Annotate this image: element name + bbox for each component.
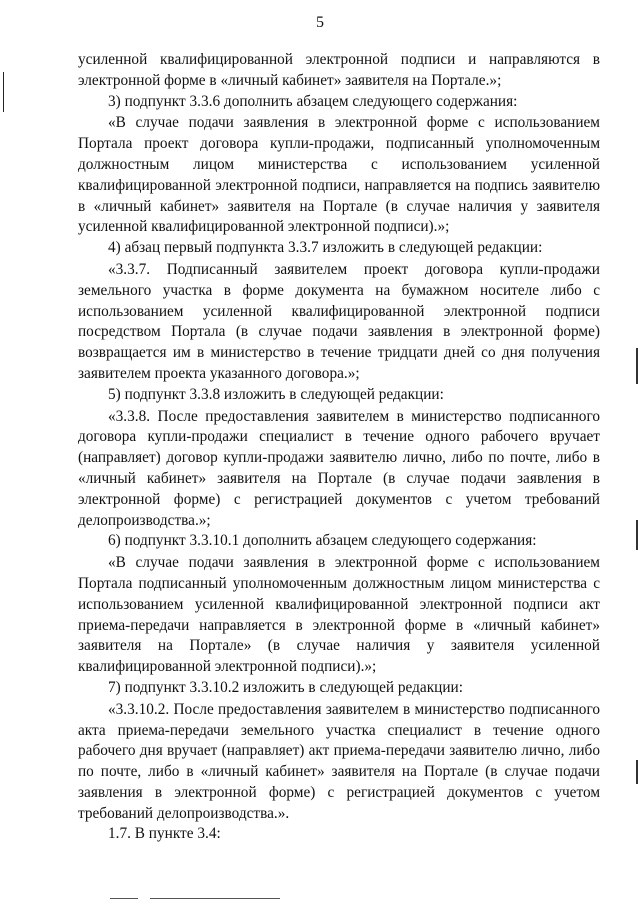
paragraph: «В случае подачи заявления в электронной форме с использованием Портала проект договора купли-продажи, подписанный уполномоченным должностным лицом министерства с использованием усиленной квалифицированной электронной подписи, направляется на подпись заявителю в «личный кабинет» заявителя на Портале (в случае наличия у заявителя усиленной квалифицированной электронной подписи).»; bbox=[78, 114, 600, 236]
paragraph: 1.7. В пункте 3.4: bbox=[108, 825, 221, 843]
paragraph: «В случае подачи заявления в электронной форме с использованием Портала подписанный уполномоченным должностным лицом министерства с использованием усиленной квалифицированной электронной подписи акт приема-передачи направляется в электронной форме в «личный кабинет» заявителя на Портале» (в случае наличия у заявителя усиленной квалифицированной электронной подписи).»; bbox=[78, 554, 600, 676]
document-body bbox=[78, 50, 600, 845]
paragraph: «3.3.10.2. После предоставления заявителем в министерство подписанного акта приема-передачи земельного участка специалист в течение одного рабочего дня вручает (направляет) акт приема-передачи заявителю лично, либо по почте, либо в «личный кабинет» заявителя на Портале (в случае подачи заявления в электронной форме) с регистрацией документов с учетом требований делопроизводства.». bbox=[78, 700, 600, 822]
paragraph: 6) подпункт 3.3.10.1 дополнить абзацем следующего содержания: bbox=[108, 532, 537, 550]
paragraph: 3) подпункт 3.3.6 дополнить абзацем следующего содержания: bbox=[108, 92, 518, 110]
paragraph: 7) подпункт 3.3.10.2 изложить в следующей редакции: bbox=[108, 678, 463, 696]
scan-edge-line bbox=[110, 898, 138, 899]
page-number: 5 bbox=[316, 14, 324, 31]
scan-margin-mark bbox=[636, 520, 638, 550]
scan-margin-mark bbox=[636, 760, 638, 784]
paragraph: 4) абзац первый подпункта 3.3.7 изложить в следующей редакции: bbox=[108, 239, 543, 257]
scan-edge-line bbox=[150, 898, 280, 899]
paragraph: «3.3.8. После предоставления заявителем в министерство подписанного договора купли-продажи специалист в течение одного рабочего вручает (направляет) договор купли-продажи заявителю лично, либо по почте, либо в «личный кабинет» заявителя на Портале (в случае подачи заявления в электронной форме) с регистрацией документов с учетом требований делопроизводства.»; bbox=[78, 407, 600, 529]
paragraph: 5) подпункт 3.3.8 изложить в следующей редакции: bbox=[108, 385, 444, 403]
paragraph: усиленной квалифицированной электронной подписи и направляются в электронной форме в «личный кабинет» заявителя на Портале.»; bbox=[78, 51, 600, 89]
scan-margin-mark bbox=[636, 348, 638, 384]
scan-margin-mark bbox=[3, 72, 4, 112]
paragraph: «3.3.7. Подписанный заявителем проект договора купли-продажи земельного участка в форме документа на бумажном носителе либо с использованием усиленной квалифицированной электронной подписи посредством Портала (в случае подачи заявления в электронной форме) возвращается им в министерство в течение тридцати дней со дня получения заявителем проекта указанного договора.»; bbox=[78, 260, 600, 382]
